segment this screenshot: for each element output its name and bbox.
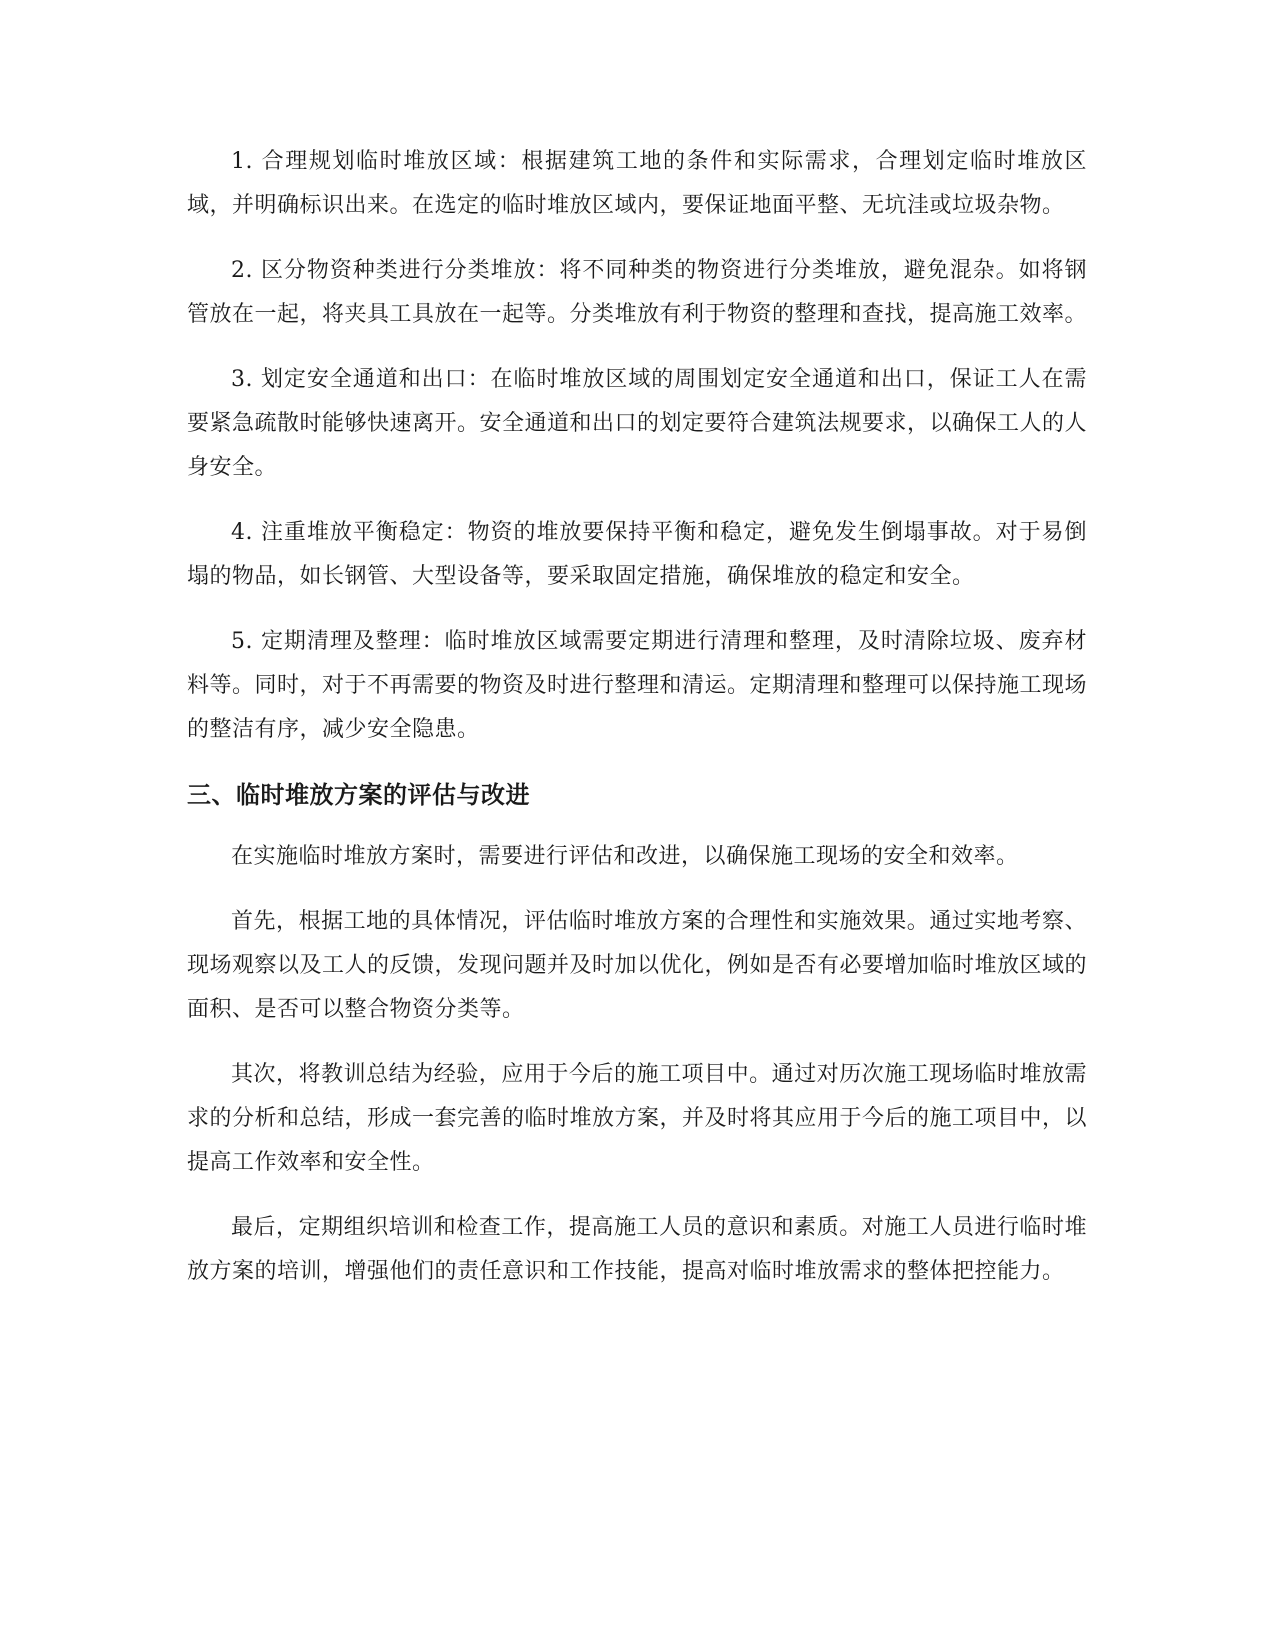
section-paragraph-intro: 在实施临时堆放方案时，需要进行评估和改进，以确保施工现场的安全和效率。: [231, 844, 1019, 869]
list-item-5: 5. 定期清理及整理：临时堆放区域需要定期进行清理和整理，及时清除垃圾、废弃材料等。同时，对于不再需要的物资及时进行整理和清运。定期清理和整理可以保持施工现场的整洁有序，减少安全隐患。: [187, 629, 1088, 742]
list-item-4: 4. 注重堆放平衡稳定：物资的堆放要保持平衡和稳定，避免发生倒塌事故。对于易倒塌的物品，如长钢管、大型设备等，要采取固定措施，确保堆放的稳定和安全。: [187, 520, 1087, 589]
section-paragraph-last: 最后，定期组织培训和检查工作，提高施工人员的意识和素质。对施工人员进行临时堆放方案的培训，增强他们的责任意识和工作技能，提高对临时堆放需求的整体把控能力。: [187, 1215, 1087, 1284]
list-item-3: 3. 划定安全通道和出口：在临时堆放区域的周围划定安全通道和出口，保证工人在需要紧急疏散时能够快速离开。安全通道和出口的划定要符合建筑法规要求，以确保工人的人身安全。: [187, 367, 1088, 480]
list-item-1: 1. 合理规划临时堆放区域：根据建筑工地的条件和实际需求，合理划定临时堆放区域，并明确标识出来。在选定的临时堆放区域内，要保证地面平整、无坑洼或垃圾杂物。: [187, 149, 1087, 218]
section-heading: 三、临时堆放方案的评估与改进: [187, 781, 530, 809]
document-page: [187, 140, 1087, 1315]
list-item-2: 2. 区分物资种类进行分类堆放：将不同种类的物资进行分类堆放，避免混杂。如将钢管放在一起，将夹具工具放在一起等。分类堆放有利于物资的整理和查找，提高施工效率。: [187, 258, 1088, 327]
section-paragraph-first: 首先，根据工地的具体情况，评估临时堆放方案的合理性和实施效果。通过实地考察、现场观察以及工人的反馈，发现问题并及时加以优化，例如是否有必要增加临时堆放区域的面积、是否可以整合物资分类等。: [187, 909, 1088, 1022]
section-paragraph-second: 其次，将教训总结为经验，应用于今后的施工项目中。通过对历次施工现场临时堆放需求的分析和总结，形成一套完善的临时堆放方案，并及时将其应用于今后的施工项目中，以提高工作效率和安全性。: [187, 1062, 1088, 1175]
